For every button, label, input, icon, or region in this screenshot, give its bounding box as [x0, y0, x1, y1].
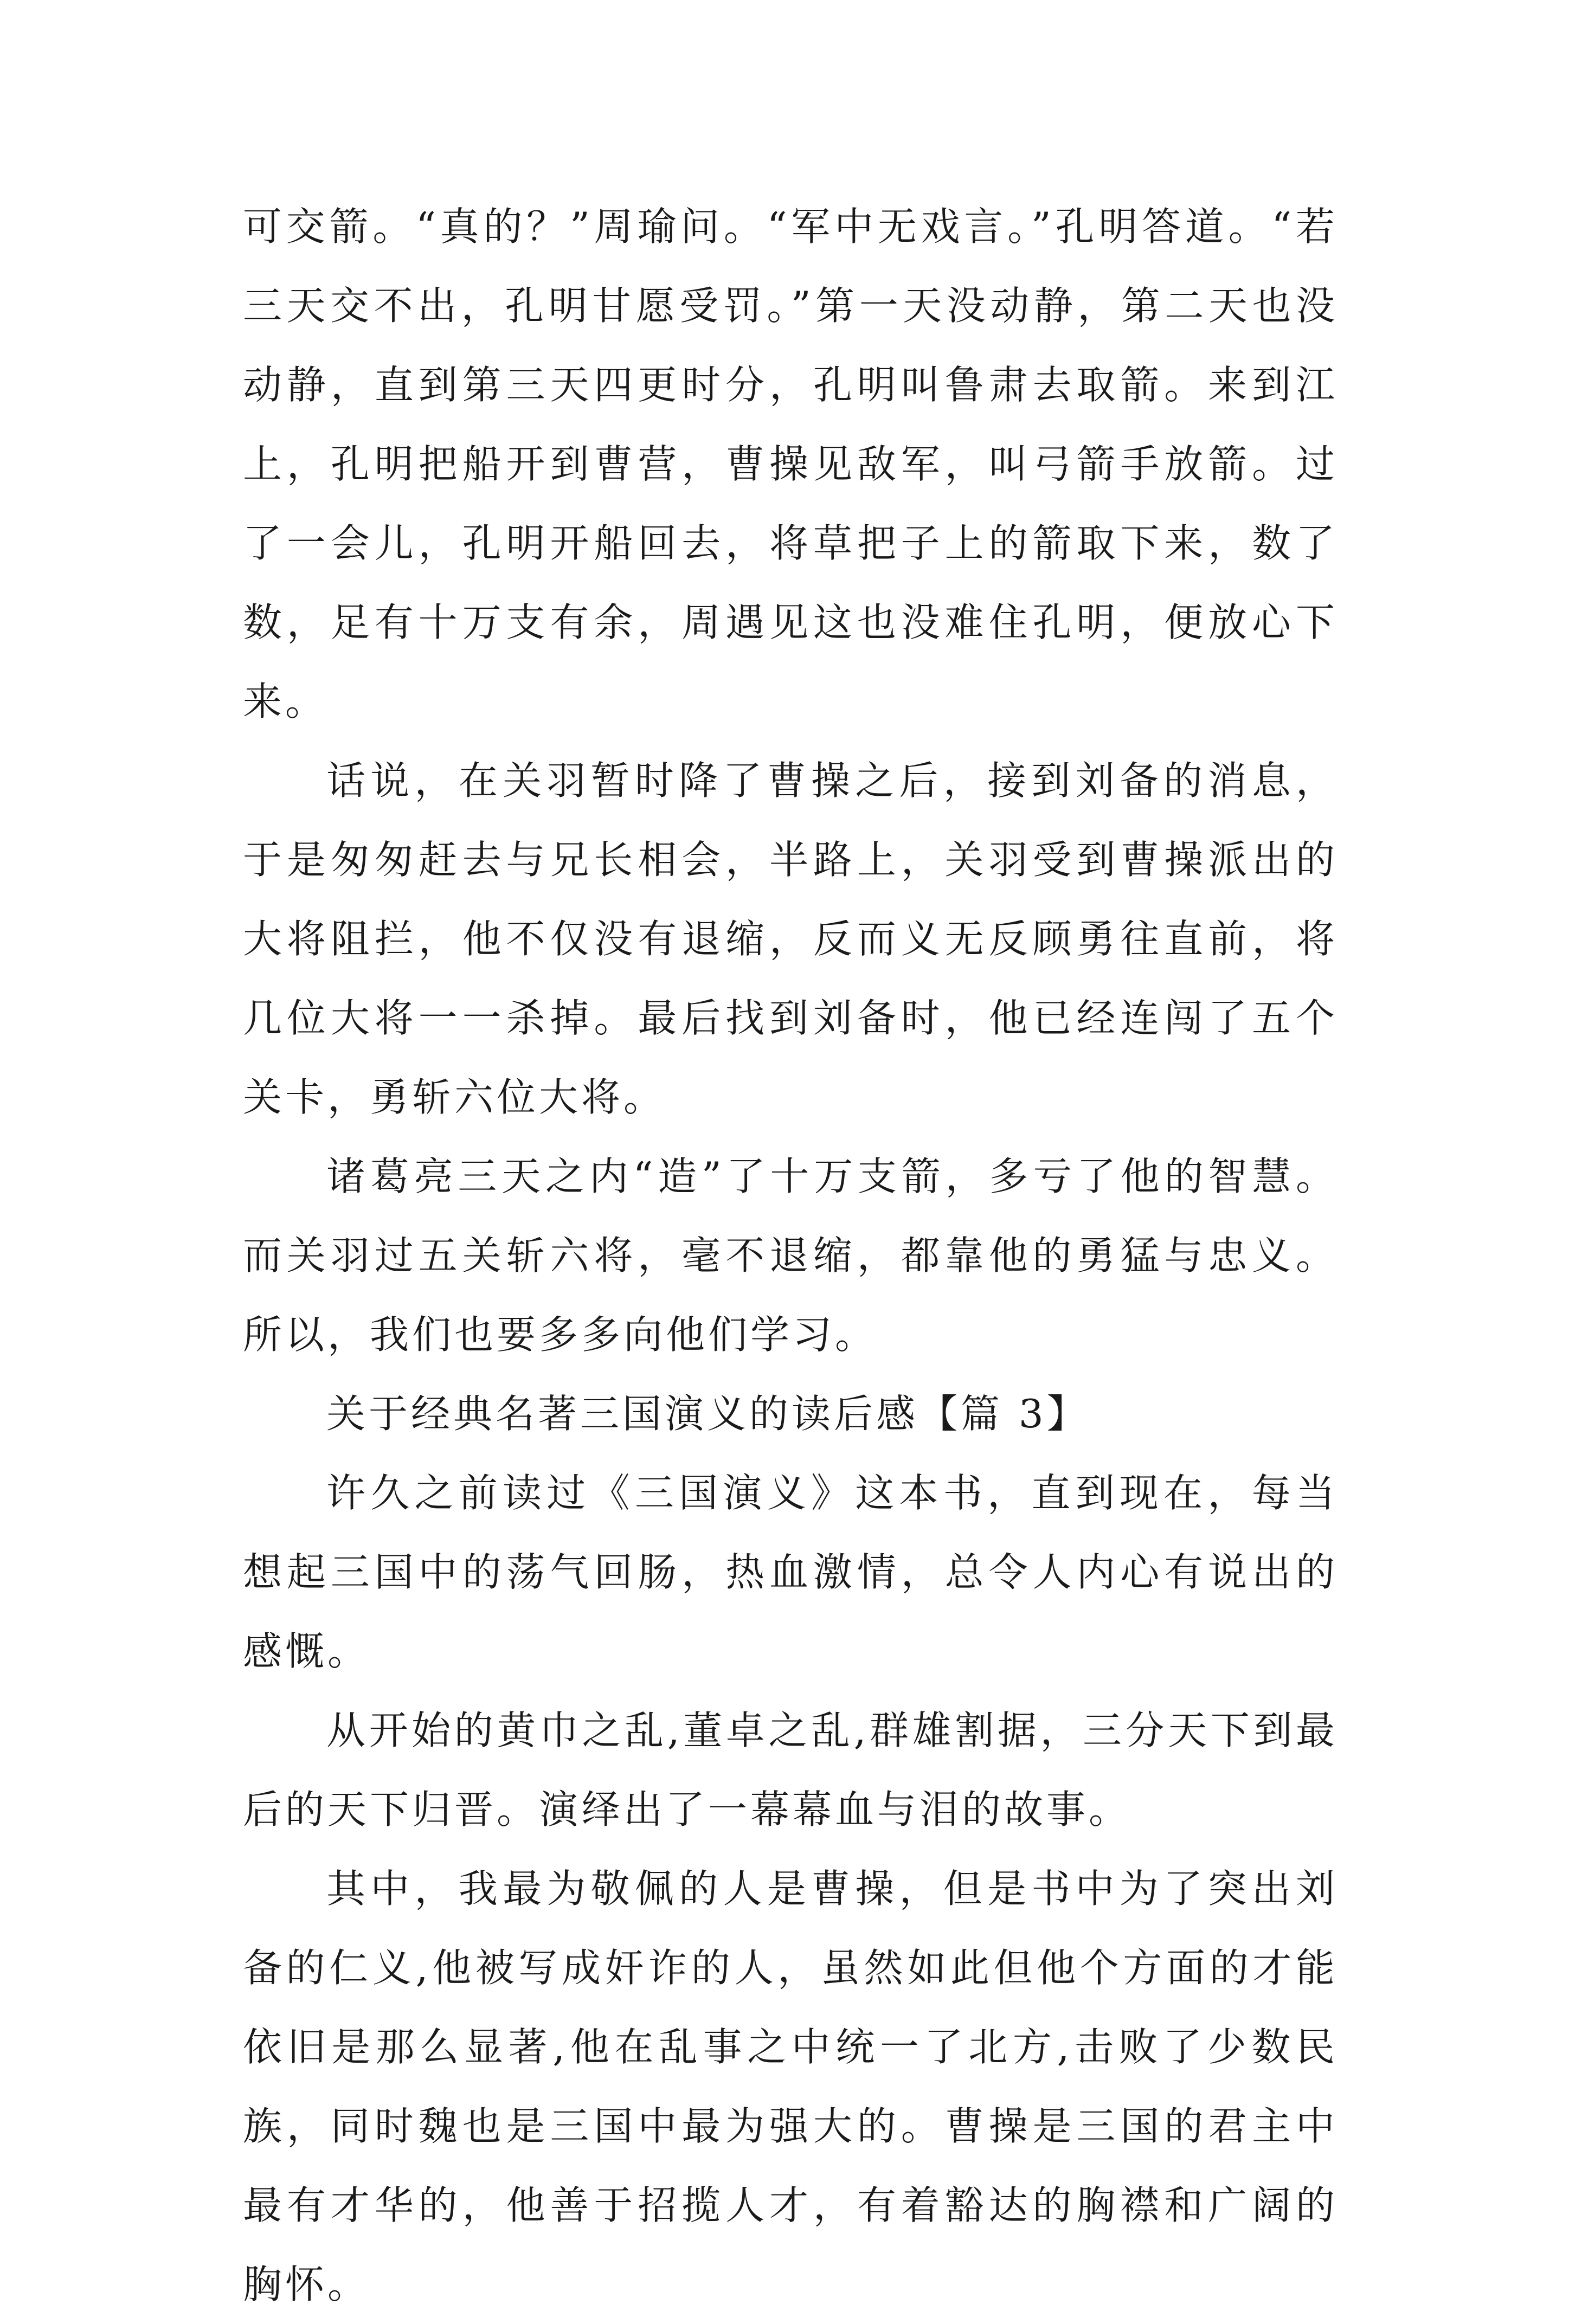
- paragraph-3: 诸葛亮三天之内“造”了十万支箭，多亏了他的智慧。而关羽过五关斩六将，毫不退缩，都靠他的勇猛与忠义。所以，我们也要多多向他们学习。: [243, 1154, 1338, 1357]
- paragraph-2: 话说，在关羽暂时降了曹操之后，接到刘备的消息，于是匆匆赶去与兄长相会，半路上，关羽受到曹操派出的大将阻拦，他不仅没有退缩，反而义无反顾勇往直前，将几位大将一一杀掉。最后找到刘备时，他已经连闯了五个关卡，勇斩六位大将。: [243, 758, 1338, 1120]
- paragraph-1: 可交箭。“真的？”周瑜问。“军中无戏言。”孔明答道。“若三天交不出，孔明甘愿受罚。”第一天没动静，第二天也没动静，直到第三天四更时分，孔明叫鲁肃去取箭。来到江上，孔明把船开到曹营，曹操见敌军，叫弓箭手放箭。过了一会儿，孔明开船回去，将草把子上的箭取下来，数了数，足有十万支有余，周遇见这也没难住孔明，便放心下来。: [243, 204, 1338, 724]
- paragraph-5: 从开始的黄巾之乱,董卓之乱,群雄割据，三分天下到最后的天下归晋。演绎出了一幕幕血与泪的故事。: [243, 1708, 1338, 1832]
- paragraph-4: 许久之前读过《三国演义》这本书，直到现在，每当想起三国中的荡气回肠，热血激情，总令人内心有说出的感慨。: [243, 1470, 1338, 1674]
- section-heading: 关于经典名著三国演义的读后感【篇 3】: [326, 1391, 1089, 1437]
- paragraph-6: 其中，我最为敬佩的人是曹操，但是书中为了突出刘备的仁义,他被写成奸诈的人，虽然如此但他个方面的才能依旧是那么显著,他在乱事之中统一了北方,击败了少数民族，同时魏也是三国中最为强大的。曹操是三国的君主中最有才华的，他善于招揽人才，有着豁达的胸襟和广阔的胸怀。: [243, 1866, 1338, 2307]
- document-body: [243, 187, 1338, 2324]
